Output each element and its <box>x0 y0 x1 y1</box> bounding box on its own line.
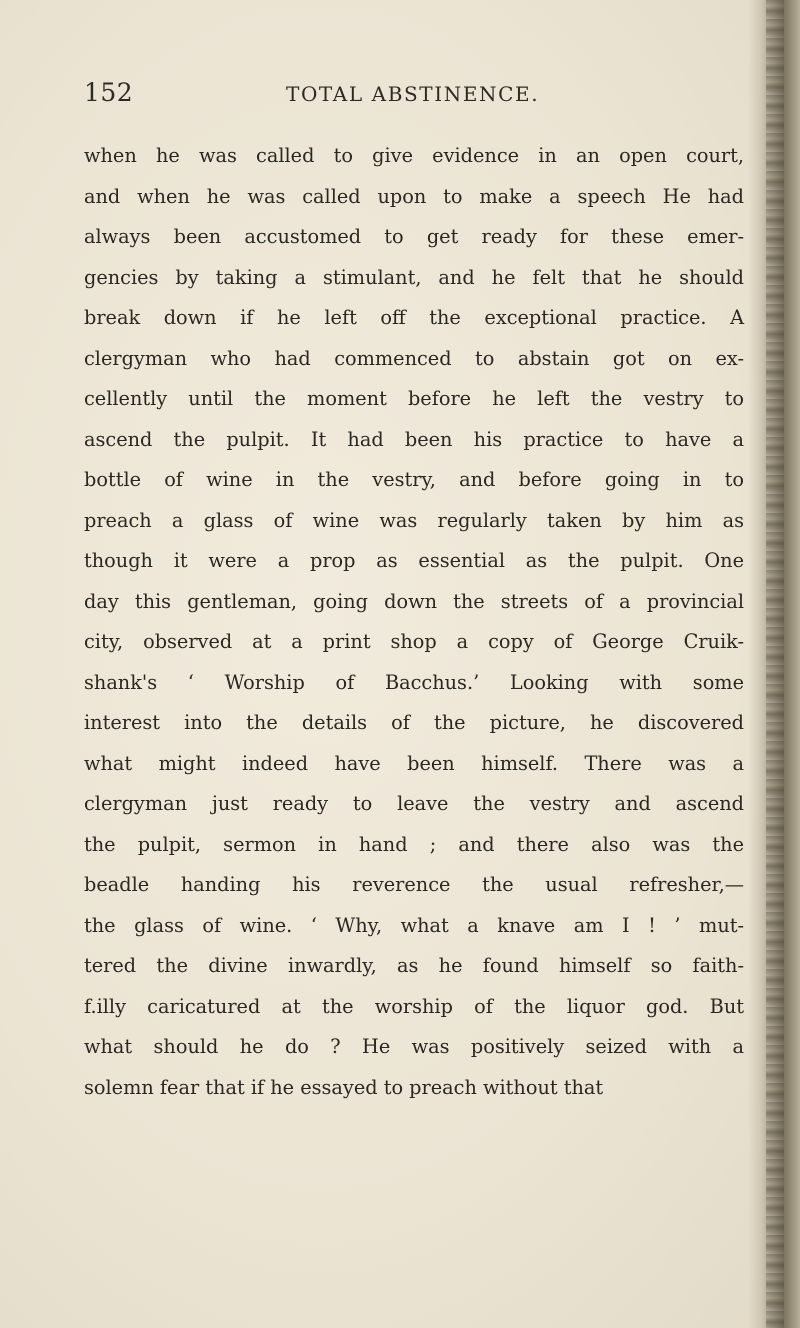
text-line: solemn fear that if he essayed to preach without that <box>84 1075 604 1099</box>
text-line: the glass of wine. ‘ Why, what a knave am I ! ’ mut- <box>84 913 744 937</box>
text-line: break down if he left off the exceptional practice. A <box>84 306 744 329</box>
text-line: shank's ‘ Worship of Bacchus.’ Looking with some <box>84 670 744 694</box>
text-line: always been accustomed to get ready for these emer- <box>84 225 744 248</box>
text-line: bottle of wine in the vestry, and before going in to <box>84 468 744 491</box>
text-line: f.illy caricatured at the worship of the liquor god. But <box>84 994 744 1018</box>
text-line: gencies by taking a stimulant, and he felt that he should <box>84 265 744 289</box>
text-line: clergyman who had commenced to abstain got on ex- <box>84 346 744 370</box>
page-binding-edge <box>748 0 800 1328</box>
text-line: beadle handing his reverence the usual refresher,— <box>84 873 744 896</box>
text-line: day this gentleman, going down the streets of a provincial <box>84 589 744 613</box>
text-line: what should he do ? He was positively seized with a <box>84 1035 744 1058</box>
text-line: city, observed at a print shop a copy of George Cruik- <box>84 630 744 653</box>
text-line: though it were a prop as essential as the pulpit. One <box>84 549 744 572</box>
text-line: tered the divine inwardly, as he found himself so faith- <box>84 954 744 977</box>
page-header <box>84 78 744 112</box>
body-text <box>84 136 744 1108</box>
text-line: interest into the details of the picture, he discovered <box>84 711 744 734</box>
page-number: 152 <box>84 78 134 107</box>
text-line: cellently until the moment before he left the vestry to <box>84 387 744 410</box>
text-line: the pulpit, sermon in hand ; and there also was the <box>84 832 744 856</box>
text-line: clergyman just ready to leave the vestry and ascend <box>84 792 744 815</box>
running-title: TOTAL ABSTINENCE. <box>286 82 540 106</box>
text-line: when he was called to give evidence in an open court, <box>84 144 744 167</box>
text-line: and when he was called upon to make a speech He had <box>84 184 744 208</box>
text-line: preach a glass of wine was regularly taken by him as <box>84 508 744 532</box>
text-line: ascend the pulpit. It had been his practice to have a <box>84 427 744 451</box>
text-line: what might indeed have been himself. There was a <box>84 751 744 775</box>
